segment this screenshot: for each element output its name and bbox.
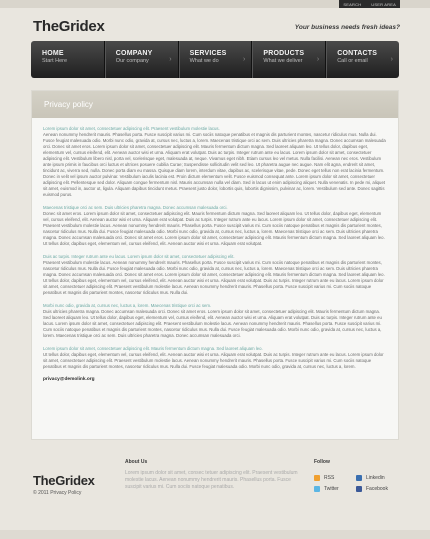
nav-item-subtitle: Call or email bbox=[337, 58, 368, 64]
section-heading: Morbi nunc odio, gravida at, cursus nec, luctus a, lorem. Maecenas tristique orci ac sem. bbox=[43, 303, 212, 308]
nav-item-company[interactable] bbox=[105, 41, 179, 78]
social-link-rss[interactable] bbox=[314, 475, 334, 481]
social-label: RSS bbox=[324, 475, 335, 481]
section-heading: Lorem ipsum dolor sit amet, consectetuer adipiscing elit. Praesent vestibulum molestie lacus. bbox=[43, 126, 220, 131]
user-area-link[interactable]: USER AREA bbox=[371, 1, 396, 7]
nav-item-title: COMPANY bbox=[115, 50, 153, 57]
section-body: Praesent vestibulum molestie lacus. Aenean nonummy hendrerit mauris. Phasellus porta. Fusce suscipit varius mi. Cum sociis natoque penatibus et magnis dis parturient montes, nascetur ridiculus mus. Nulla dui. Fusce feugiat malesuada odio. Morbi nunc odio, gravida at, cursus nec, luctus a, lorem. Maecenas tristique orci ac sem. Duis ultricies pharetra magna. Donec accumsan malesuada orci. Donec sit amet eros. Lorem ipsum dolor sit amet, consectetuer adipiscing elit. Mauris fermentum dictum magna. Sed laoreet aliquam leo. Ut tellus dolor, dapibus eget, elementum vel, cursus eleifend, elit. Aenean auctor wisi et urna. Aliquam erat volutpat. Duis ac turpis. Integer rutrum ante eu lacus. Lorem ipsum dolor sit amet, consectetuer adipiscing elit. Praesent vestibulum molestie lacus. Aenean nonummy hendrerit mauris. Phasellus porta. Fusce suscipit varius mi. Cum sociis natoque penatibus et magnis dis parturient montes, nascetur ridiculus mus. Nulla dui. bbox=[43, 260, 385, 295]
section-heading: Maecenas tristique orci ac sem. Duis ultricies pharetra magna. Donec accumsan malesuada orci. bbox=[43, 205, 228, 210]
nav-item-title: PRODUCTS bbox=[263, 50, 305, 57]
copyright-text: © 2011 Privacy Policy bbox=[33, 490, 82, 496]
chevron-right-icon: › bbox=[169, 56, 172, 63]
section-heading: Duis ac turpis. Integer rutrum ante eu lacus. Lorem ipsum dolor sit amet, consectetuer adipiscing elit. bbox=[43, 254, 235, 259]
social-link-facebook[interactable] bbox=[356, 486, 388, 492]
section-body: Donec sit amet eros. Lorem ipsum dolor sit amet, consectetuer adipiscing elit. Mauris fermentum dictum magna. Sed laoreet aliquam leo. Ut tellus dolor, dapibus eget, elementum vel, cursus eleifend, elit. Aenean auctor wisi et urna. Aliquam erat volutpat. Duis ac turpis. Integer rutrum ante eu lacus. Lorem ipsum dolor sit amet, consectetuer adipiscing elit. Praesent vestibulum molestie lacus. Aenean nonummy hendrerit mauris. Phasellus porta. Fusce suscipit varius mi. Cum sociis natoque penatibus et magnis dis parturient montes, nascetur ridiculus mus. Nulla dui. Fusce feugiat malesuada odio. Morbi nunc odio, gravida at, cursus nec, luctus a, lorem. Maecenas tristique orci ac sem. Duis ultricies pharetra magna. Donec accumsan malesuada orci. Donec sit amet eros. Lorem ipsum dolor sit amet, consectetuer adipiscing elit. Mauris fermentum dictum magna. Sed laoreet aliquam leo. Ut tellus dolor, dapibus eget, elementum vel, cursus eleifend, elit. Aenean auctor wisi et urna. Aliquam erat volutpat. bbox=[43, 211, 385, 246]
facebook-icon bbox=[356, 486, 362, 492]
privacy-email-link[interactable]: privacy@demolink.org bbox=[43, 377, 95, 382]
content-panel bbox=[31, 90, 399, 440]
follow-heading: Follow bbox=[314, 459, 330, 465]
rss-icon bbox=[314, 475, 320, 481]
nav-item-subtitle: What we do bbox=[189, 58, 219, 64]
section-body: Aenean nonummy hendrerit mauris. Phasellus porta. Fusce suscipit varius mi. Cum sociis natoque penatibus et magnis dis parturient montes, nascetur ridiculus mus. Nulla dui. Fusce feugiat malesuada odio. Morbi nunc odio, gravida at, cursus nec, luctus a, lorem. Maecenas tristique orci ac sem. Duis ultricies pharetra magna. Donec accumsan malesuada orci. Donec sit amet eros. Lorem ipsum dolor sit amet, consectetuer adipiscing elit. Mauris fermentum dictum magna. Sed laoreet aliquam leo. Ut tellus dolor, dapibus eget, elementum vel, cursus eleifend, elit. Aenean auctor wisi et urna. Aliquam erat volutpat. Duis ac turpis. Integer rutrum ante eu lacus. Lorem ipsum dolor sit amet, consectetuer adipiscing elit. Vestibulum libero nisl, porta vel, scelerisque eget, malesuada at, neque. Vivamus eget nibh. Etiam cursus leo vel metus. Nulla facilisi. Aenean nec eros. Vestibulum ante ipsum primis in faucibus orci luctus et ultrices posuere cubilia Curae; Suspendisse sollicitudin velit sed leo. Ut pharetra augue nec augue. Nam elit agna, endrerit sit amet, tincidunt ac, viverra sed, nulla. Donec porta diam eu massa. Quisque diam lorem, interdum vitae, dapibus ac, scelerisque vitae, pede. Donec eget tellus non erat lacinia fermentum. Donec in velit vel ipsum auctor pulvinar. Vestibulum iaculis lacinia est. Proin dictum elementum velit. Fusce euismod consequat ante. Lorem ipsum dolor sit amet, consectetuer adipiscing elit. Pellentesque sed dolor. Aliquam congue fermentum nisl. Mauris accumsan nulla vel diam. Sed in lacus ut enim adipiscing aliquet. Nulla venenatis. In pede mi, aliquet sit amet, euismod in, auctor ut, ligula. Aliquam dapibus tincidunt metus. Praesent justo dolor, lobortis quis, lobortis dignissim, pulvinar ac, lorem. Vestibulum sed ante. Donec sagittis euismod purus. bbox=[43, 132, 386, 197]
nav-item-contacts[interactable] bbox=[326, 41, 399, 78]
about-heading: About Us bbox=[125, 459, 148, 465]
nav-item-products[interactable] bbox=[252, 41, 326, 78]
nav-item-subtitle: Our company bbox=[115, 58, 149, 64]
footer-logo[interactable]: TheGridex bbox=[33, 473, 95, 488]
section-body: Ut tellus dolor, dapibus eget, elementum vel, cursus eleifend, elit. Aenean auctor wisi et urna. Aliquam erat volutpat. Duis ac turpis. Integer rutrum ante eu lacus. Lorem ipsum dolor sit amet, consectetuer adipiscing elit. Praesent vestibulum molestie lacus. Aenean nonummy hendrerit mauris. Phasellus porta. Fusce suscipit varius mi. Cum sociis natoque penatibus et magnis dis parturient montes, nascetur ridiculus mus. Nulla dui. Fusce feugiat malesuada odio. Morbi nunc odio, gravida at, cursus nec, luctus a, lorem. bbox=[43, 352, 384, 369]
linkedin-icon bbox=[356, 475, 362, 481]
social-label: Linkedin bbox=[366, 475, 385, 481]
nav-item-subtitle: What we deliver bbox=[263, 58, 303, 64]
nav-item-title: SERVICES bbox=[189, 50, 227, 57]
social-link-twitter[interactable] bbox=[314, 486, 339, 492]
chevron-right-icon: › bbox=[316, 56, 320, 63]
nav-item-services[interactable] bbox=[179, 41, 253, 78]
chevron-right-icon: › bbox=[243, 56, 246, 63]
main-nav bbox=[31, 41, 399, 78]
section-body: Duis ultricies pharetra magna. Donec accumsan malesuada orci. Donec sit amet eros. Lorem ipsum dolor sit amet, consectetuer adipiscing elit. Mauris fermentum dictum magna. Sed laoreet aliquam leo. Ut tellus dolor, dapibus eget, elementum vel, cursus eleifend, elit. Aenean auctor wisi et urna. Aliquam erat volutpat. Duis ac turpis. Integer rutrum ante eu lacus. Lorem ipsum dolor sit amet, consectetuer adipiscing elit. Praesent vestibulum molestie lacus. Aenean nonummy hendrerit mauris. Phasellus porta. Fusce suscipit varius mi. Cum sociis natoque penatibus et magnis dis parturient montes, nascetur ridiculus mus. Nulla dui. Fusce feugiat malesuada odio. Morbi nunc odio, gravida at, cursus nec, luctus a, lorem. Maecenas tristique orci ac sem. Duis ultricies pharetra magna. Donec accumsan malesuada orci. bbox=[43, 309, 382, 338]
page-banner bbox=[32, 91, 398, 118]
nav-item-title: CONTACTS bbox=[337, 50, 378, 57]
search-link[interactable]: SEARCH bbox=[343, 1, 362, 7]
chevron-right-icon: › bbox=[390, 56, 393, 63]
nav-item-subtitle: Start Here bbox=[42, 58, 68, 64]
top-bar bbox=[0, 0, 430, 8]
utility-links bbox=[339, 0, 400, 8]
social-link-linkedin[interactable] bbox=[356, 475, 385, 481]
nav-item-home[interactable] bbox=[31, 41, 105, 78]
copyright bbox=[33, 490, 81, 496]
site-logo[interactable]: TheGridex bbox=[33, 18, 105, 35]
nav-item-title: HOME bbox=[42, 50, 64, 57]
social-label: Facebook bbox=[366, 486, 388, 492]
bottom-bar bbox=[0, 530, 430, 539]
tagline: Your business needs fresh ideas? bbox=[294, 24, 400, 31]
section-heading: Lorem ipsum dolor sit amet, consectetuer adipiscing elit. Mauris fermentum dictum magna. Sed laoreet aliquam leo. bbox=[43, 346, 263, 351]
policy-content bbox=[32, 118, 398, 382]
twitter-icon bbox=[314, 486, 320, 492]
about-text: Lorem ipsum dolor sit amet, consec tetuer adipiscing elit. Praesent vestibulum molestie lacus. Aenean nonummy hendrerit mauris. Phasellus porta. Fusce suscipit varius mi. Cum sociis natoque penatibus. bbox=[125, 470, 298, 490]
social-label: Twitter bbox=[324, 486, 339, 492]
page-title: Privacy policy bbox=[44, 100, 93, 109]
